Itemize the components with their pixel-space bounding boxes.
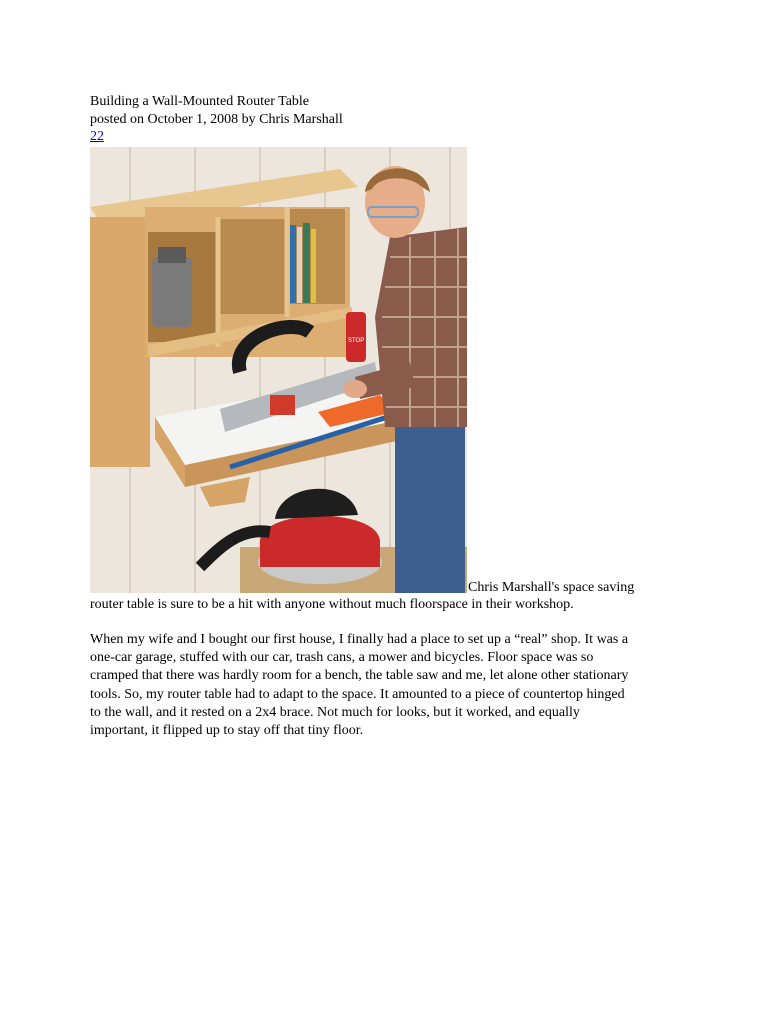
paragraph-line: to the wall, and it rested on a 2x4 brace. Not much for looks, but it worked, and equally <box>90 704 580 720</box>
paragraph-line: tools. So, my router table had to adapt to the space. It amounted to a piece of countertop hinged <box>90 686 625 702</box>
article <box>90 93 680 740</box>
figure-caption-part1: Chris Marshall's space saving <box>468 580 635 595</box>
paragraph-line: When my wife and I bought our first house, I finally had a place to set up a “real” shop. It was a <box>90 632 629 647</box>
router-table-illustration <box>90 147 467 593</box>
paragraph-line: cramped that there was hardly room for a bench, the table saw and me, let alone other stationary <box>90 668 629 684</box>
paragraph-line: important, it flipped up to stay off that tiny floor. <box>90 723 364 739</box>
stop-switch-label: STOP <box>348 337 365 344</box>
paragraph-line: one-car garage, stuffed with our car, trash cans, a mower and bicycles. Floor space was so <box>90 650 594 666</box>
body-paragraph <box>90 631 680 740</box>
figure <box>90 147 680 593</box>
router-table-photo <box>90 147 467 593</box>
article-byline: posted on October 1, 2008 by Chris Marshall <box>90 111 343 127</box>
article-title: Building a Wall-Mounted Router Table <box>90 94 310 109</box>
comment-count-link[interactable]: 22 <box>90 129 104 144</box>
figure-caption-part2: router table is sure to be a hit with anyone without much floorspace in their workshop. <box>90 596 574 612</box>
